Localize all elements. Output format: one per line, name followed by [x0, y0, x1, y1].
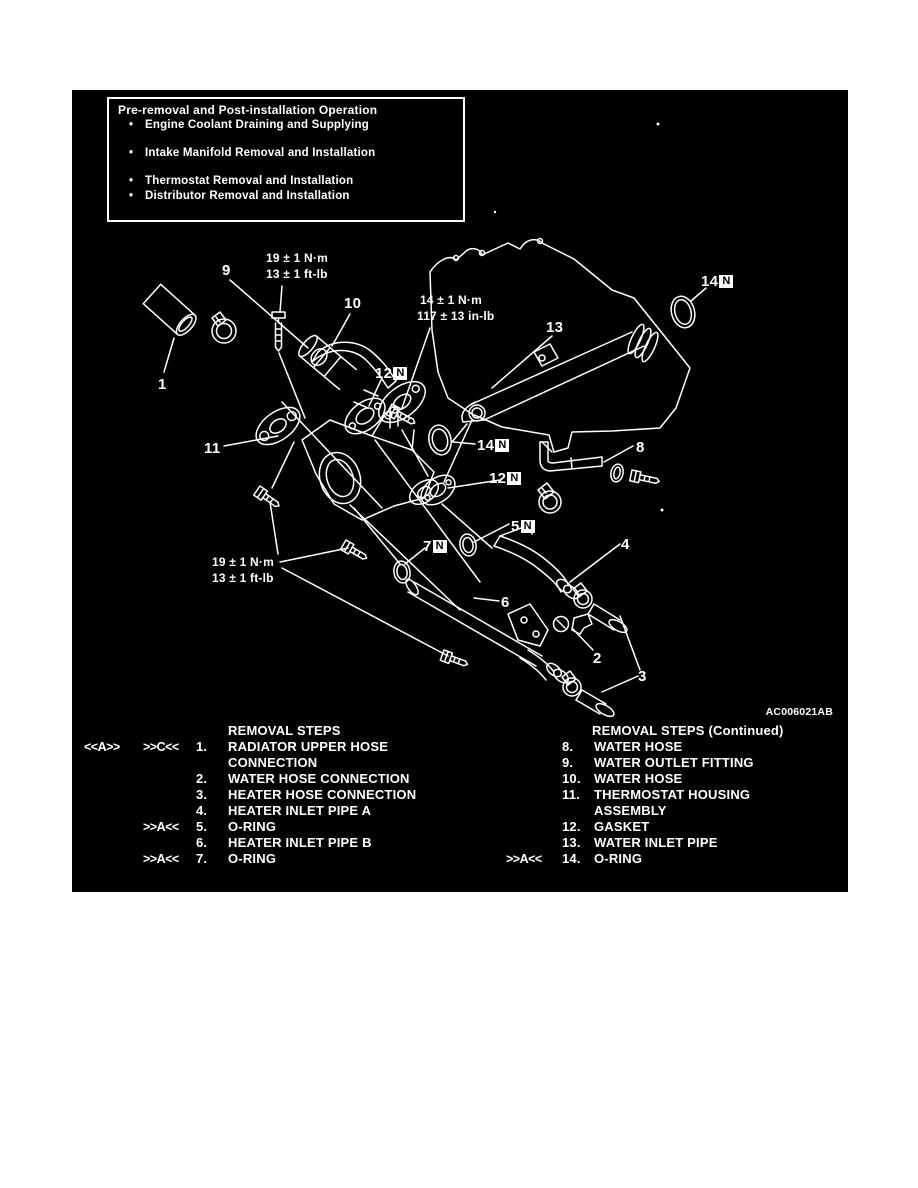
bullet-icon: •: [129, 175, 134, 187]
pre-removal-box: [107, 97, 465, 222]
torque-value: 19 ± 1 N·m: [212, 555, 274, 569]
part-label-7: 7 N: [423, 539, 447, 554]
bullet-icon: •: [129, 119, 134, 131]
step-number: 14.: [562, 851, 581, 866]
bolt-water-outlet: [272, 312, 285, 351]
oring-14-mid: [426, 423, 454, 457]
diagram-panel: [72, 90, 848, 892]
step-number: 5.: [196, 819, 208, 834]
part-label-5: 5 N: [511, 519, 535, 534]
part-label-10: 10: [344, 295, 362, 312]
new-part-marker: N: [393, 367, 407, 380]
screw-clamp-mid: [538, 483, 561, 513]
step-number: 6.: [196, 835, 208, 850]
torque-value: 14 ± 1 N·m: [420, 293, 482, 307]
step-text: GASKET: [594, 819, 650, 834]
step-marker-c: >>C<<: [143, 740, 179, 754]
step-text: HEATER INLET PIPE B: [228, 835, 372, 850]
part-6-heater-inlet-pipe-b: [404, 577, 554, 680]
step-marker-outer-a: <<A>>: [84, 740, 120, 754]
step-text: WATER HOSE CONNECTION: [228, 771, 410, 786]
pre-removal-item: [129, 190, 350, 202]
axis-lines: [272, 353, 492, 610]
step-text: O-RING: [594, 851, 643, 866]
torque-label-3: [212, 554, 274, 586]
part-label-12-upper: 12 N: [375, 366, 407, 381]
part-label-3: 3: [638, 668, 647, 685]
step-number: 2.: [196, 771, 208, 786]
figure-code: AC006021AB: [765, 706, 833, 718]
oring-7: [392, 560, 412, 584]
step-number: 3.: [196, 787, 208, 802]
new-part-marker: N: [719, 275, 733, 288]
step-text: WATER INLET PIPE: [594, 835, 718, 850]
bolt-bottom: [440, 650, 469, 670]
oring-5: [458, 533, 478, 557]
step-number: 4.: [196, 803, 208, 818]
part-3-heater-hose-upper: [573, 583, 629, 635]
pre-removal-item: [129, 119, 369, 131]
hose-clamp-1: [212, 312, 236, 343]
pre-removal-title: Pre-removal and Post-installation Operation: [118, 103, 378, 117]
step-number: 7.: [196, 851, 208, 866]
step-text: O-RING: [228, 819, 277, 834]
removal-steps-header: REMOVAL STEPS: [228, 723, 341, 738]
torque-label-2: [417, 292, 494, 324]
flange-left-ears: [250, 400, 307, 452]
torque-value: 13 ± 1 ft-lb: [212, 571, 274, 585]
new-part-marker: N: [507, 472, 521, 485]
pre-removal-item: [129, 147, 375, 159]
step-text: WATER HOSE: [594, 739, 683, 754]
step-marker-a: >>A<<: [143, 820, 179, 834]
step-text: HEATER HOSE CONNECTION: [228, 787, 417, 802]
manifold-casing-and-part-13-pipe: [430, 239, 690, 456]
step-text: ASSEMBLY: [594, 803, 667, 818]
pre-removal-item-text: Intake Manifold Removal and Installation: [145, 147, 376, 159]
step-marker-a: >>A<<: [143, 852, 179, 866]
part-label-14-mid: 14 N: [477, 438, 509, 453]
pre-removal-item-text: Distributor Removal and Installation: [145, 190, 350, 202]
part-9-water-outlet-fitting: [296, 333, 378, 408]
part-label-1: 1: [158, 376, 167, 393]
step-text: WATER OUTLET FITTING: [594, 755, 754, 770]
part-2-water-hose-connection: [554, 614, 593, 634]
part-label-6: 6: [501, 594, 510, 611]
clamp-and-bolt-right: [609, 463, 660, 487]
step-text: CONNECTION: [228, 755, 318, 770]
part-label-12-lower: 12 N: [489, 471, 521, 486]
step-number: 8.: [562, 739, 574, 754]
part-8-water-hose: [540, 442, 602, 471]
step-text: O-RING: [228, 851, 277, 866]
bolt-left: [254, 486, 282, 510]
torque-label-1: [266, 250, 328, 282]
step-text: THERMOSTAT HOUSING: [594, 787, 751, 802]
step-number: 1.: [196, 739, 208, 754]
new-part-marker: N: [521, 520, 535, 533]
step-marker-a: >>A<<: [506, 852, 542, 866]
part-4-heater-inlet-pipe-a: [494, 528, 581, 601]
bolt-mid: [341, 540, 370, 563]
part-label-8: 8: [636, 439, 645, 456]
step-number: 10.: [562, 771, 581, 786]
part-1-radiator-hose: [143, 284, 199, 338]
step-number: 9.: [562, 755, 574, 770]
part-label-14-top: 14 N: [701, 274, 733, 289]
part-label-9: 9: [222, 262, 231, 279]
step-number: 11.: [562, 787, 580, 802]
new-part-marker: N: [495, 439, 509, 452]
step-number: 12.: [562, 819, 581, 834]
pre-removal-item: [129, 175, 353, 187]
part-label-4: 4: [621, 536, 630, 553]
new-part-marker: N: [433, 540, 447, 553]
step-text: RADIATOR UPPER HOSE: [228, 739, 389, 754]
pre-removal-item-text: Thermostat Removal and Installation: [145, 175, 354, 187]
removal-steps-continued-header: REMOVAL STEPS (Continued): [592, 723, 784, 738]
bullet-icon: •: [129, 147, 134, 159]
step-text: WATER HOSE: [594, 771, 683, 786]
torque-value: 19 ± 1 N·m: [266, 251, 328, 265]
step-text: HEATER INLET PIPE A: [228, 803, 372, 818]
torque-value: 117 ± 13 in-lb: [417, 309, 495, 323]
pre-removal-item-text: Engine Coolant Draining and Supplying: [145, 119, 369, 131]
step-number: 13.: [562, 835, 581, 850]
part-label-13: 13: [546, 319, 564, 336]
bullet-icon: •: [129, 190, 134, 202]
torque-value: 13 ± 1 ft-lb: [266, 267, 328, 281]
part-label-11: 11: [204, 440, 221, 457]
part-label-2: 2: [593, 650, 602, 667]
